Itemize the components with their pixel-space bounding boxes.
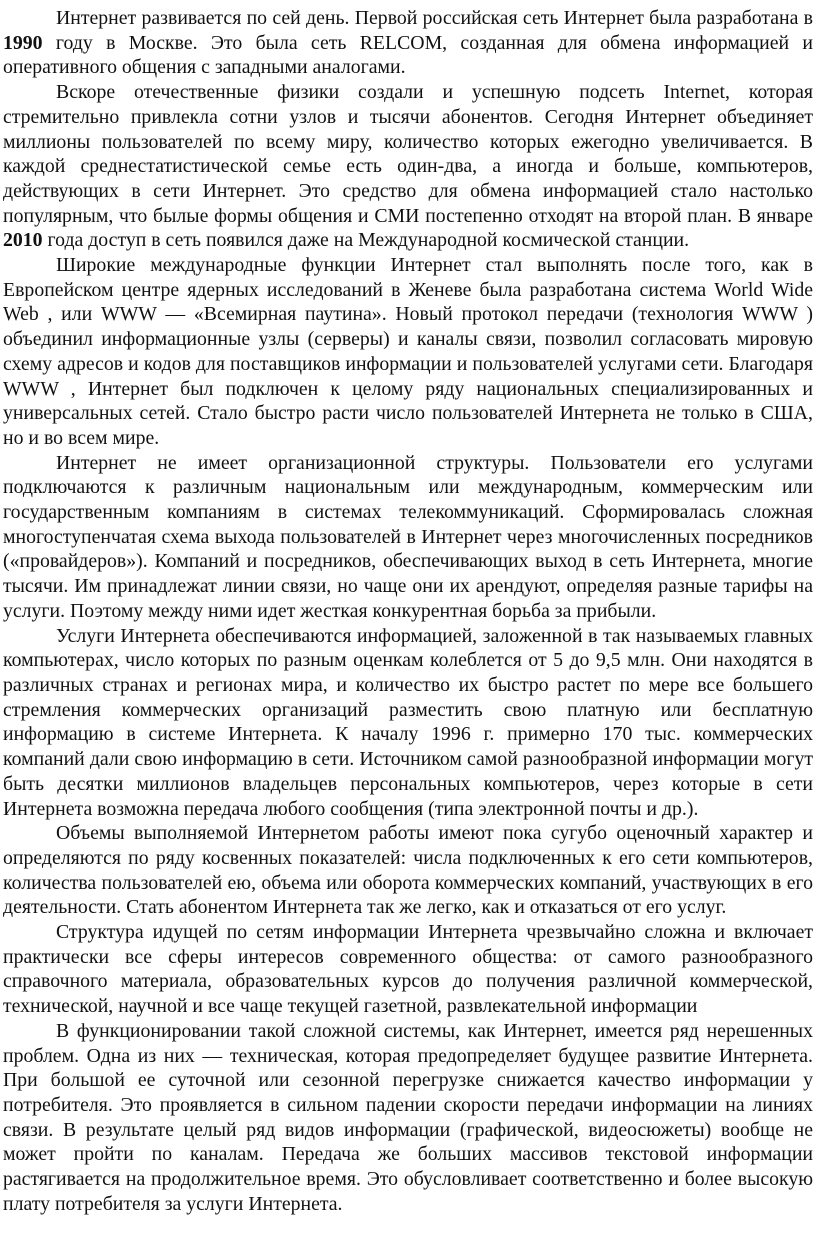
paragraph bbox=[3, 6, 813, 80]
paragraph-text: Интернет развивается по сей день. Первой российская сеть Интернет была разработана в bbox=[56, 7, 813, 29]
paragraph-text: В функционировании такой сложной системы, как Интернет, имеется ряд нерешенных проблем. Одна из них — техническая, которая предопределяет будущее развитие Интернета. При большой ее суточной или сезонной перегрузке снижается качество информации у потребителя. Это проявляется в сильном падении скорости передачи информации на линиях связи. В результате целый ряд видов информации (графической, видеосюжеты) вообще не может пройти по каналам. Передача же больших массивов текстовой информации растягивается на продолжительное время. Это обусловливает соответственно и более высокую плату потребителя за услуги Интернета. bbox=[3, 1019, 813, 1215]
paragraph bbox=[3, 253, 813, 451]
paragraph-text: Структура идущей по сетям информации Интернета чрезвычайно сложна и включает практически все сферы интересов современного общества: от самого разнообразного справочного материала, образовательных курсов до получения различной коммерческой, технической, научной и все чаще текущей газетной, развлекательной информации bbox=[3, 921, 813, 1018]
paragraph-text: Вскоре отечественные физики создали и успешную подсеть Internet, которая стремительно привлекла сотни узлов и тысячи абонентов. Сегодня Интернет объединяет миллионы пользователей по всему миру, количество которых ежегодно увеличивается. В каждой среднестатистической семье есть один-два, а иногда и больше, компьютеров, действующих в сети Интернет. Это средство для обмена информацией стало настолько популярным, что былые формы общения и СМИ постепенно отходят на второй план. В январе bbox=[3, 81, 813, 227]
paragraph-text: Интернет не имеет организационной структуры. Пользователи его услугами подключаются к различным национальным или международным, коммерческим или государственным компаниям в системах телекоммуникаций. Сформировалась сложная многоступенчатая схема выхода пользователей в Интернет через многочисленных посредников («провайдеров»). Компаний и посредников, обеспечивающих выход в сеть Интернета, многие тысячи. Им принадлежат линии связи, но чаще они их арендуют, определяя разные тарифы на услуги. Поэтому между ними идет жесткая конкурентная борьба за прибыли. bbox=[3, 451, 813, 622]
paragraph bbox=[3, 920, 813, 1019]
paragraph-text: Широкие международные функции Интернет стал выполнять после того, как в Европейском центре ядерных исследований в Женеве была разработана система World Wide Web , или WWW — «Всемирная паутина». Новый протокол передачи (технология WWW ) объединил информационные узлы (серверы) и каналы связи, позволил согласовать мировую схему адресов и кодов для поставщиков информации и пользователей услугами сети. Благодаря WWW , Интернет был подключен к целому ряду национальных специализированных и универсальных сетей. Стало быстро расти число пользователей Интернета не только в США, но и во всем мире. bbox=[3, 254, 813, 449]
paragraph bbox=[3, 624, 813, 822]
paragraph-text: Объемы выполняемой Интернетом работы имеют пока сугубо оценочный характер и определяются по ряду косвенных показателей: числа подключенных к его сети компьютеров, количества пользователей ею, объема или оборота коммерческих компаний, участвующих в его деятельности. Стать абонентом Интернета так же легко, как и отказаться от его услуг. bbox=[3, 822, 813, 919]
paragraph-text: году в Москве. Это была сеть RELCOM, созданная для обмена информацией и оперативного общения с западными аналогами. bbox=[3, 31, 813, 79]
paragraph bbox=[3, 80, 813, 253]
paragraph-text: Услуги Интернета обеспечиваются информацией, заложенной в так называемых главных компьютерах, число которых по разным оценкам колеблется от 5 до 9,5 млн. Они находятся в различных странах и регионах мира, и количество их быстро растет по мере все большего стремления коммерческих организаций разместить свою платную или бесплатную информацию в системе Интернета. К началу 1996 г. примерно 170 тыс. коммерческих компаний дали свою информацию в сети. Источником самой разнообразной информации могут быть десятки миллионов владельцев персональных компьютеров, через которые в сети Интернета возможна передача любого сообщения (типа электронной почты и др.). bbox=[3, 624, 813, 820]
year-1990: 1990 bbox=[3, 31, 43, 54]
paragraph bbox=[3, 821, 813, 920]
paragraph bbox=[3, 1019, 813, 1217]
year-2010: 2010 bbox=[3, 229, 43, 252]
paragraph-text: года доступ в сеть появился даже на Международной космической станции. bbox=[42, 229, 690, 252]
paragraph bbox=[3, 451, 813, 624]
